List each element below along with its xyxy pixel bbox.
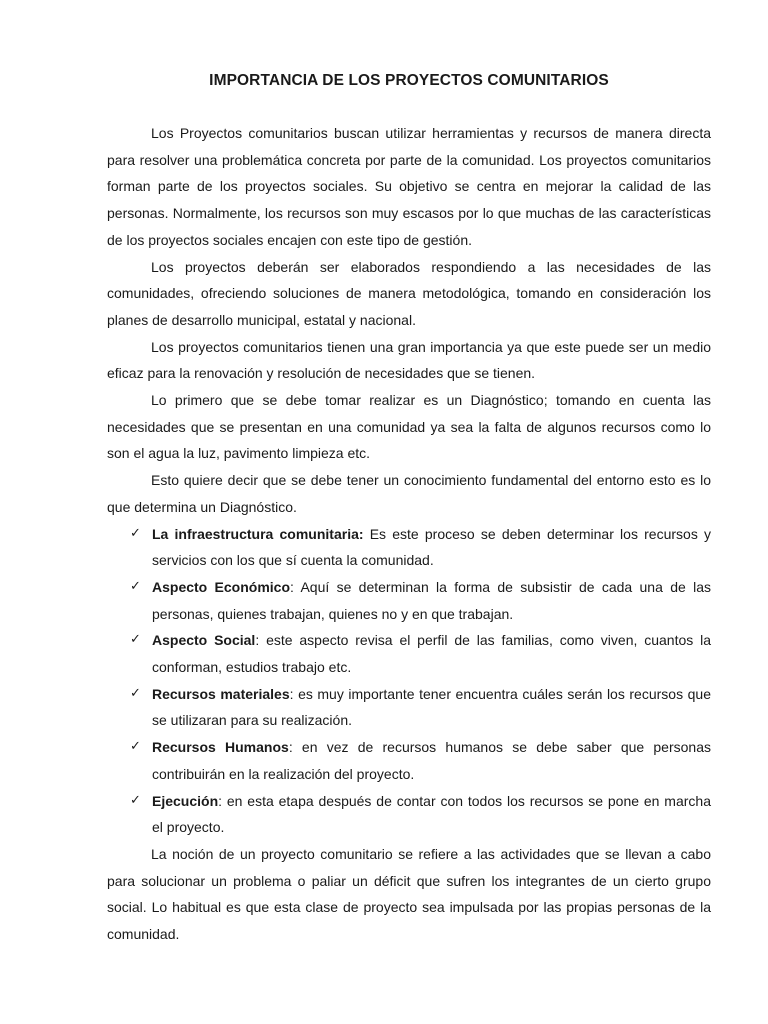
checklist-text: : en esta etapa después de contar con todos los recursos se pone en marcha el proyecto.	[152, 792, 711, 836]
paragraph-knowledge: Esto quiere decir que se debe tener un conocimiento fundamental del entorno esto es lo que determina un Diagnóstico.	[107, 472, 711, 515]
paragraph-elaboration: Los proyectos deberán ser elaborados respondiendo a las necesidades de las comunidades, ofreciendo soluciones de manera metodológica, tomando en consideración los planes de desarrollo municipal, estatal y nacional.	[107, 258, 711, 328]
paragraph-closing: La noción de un proyecto comunitario se refiere a las actividades que se llevan a cabo para solucionar un problema o paliar un déficit que sufren los integrantes de un cierto grupo social. Lo habitual es que esta clase de proyecto sea impulsada por las propias personas de la comunidad.	[107, 845, 711, 943]
checklist-item	[107, 788, 711, 841]
diagnostic-checklist	[107, 521, 711, 841]
checkmark-icon: ✓	[130, 632, 141, 648]
paragraph-diagnostic: Lo primero que se debe tomar realizar es un Diagnóstico; tomando en cuenta las necesidades que se presentan en una comunidad ya sea la falta de algunos recursos como lo son el agua la luz, pavimento limpieza etc.	[107, 392, 711, 462]
checklist-text: : es muy importante tener encuentra cuáles serán los recursos que se utilizaran para su realización.	[152, 685, 711, 729]
checklist-term: La infraestructura comunitaria:	[152, 525, 364, 542]
checklist-text: : Aquí se determinan la forma de subsistir de cada una de las personas, quienes trabajan, quienes no y en que trabajan.	[152, 578, 711, 622]
paragraph-importance: Los proyectos comunitarios tienen una gran importancia ya que este puede ser un medio eficaz para la renovación y resolución de necesidades que se tienen.	[107, 338, 711, 382]
checklist-term: Aspecto Social	[152, 632, 256, 649]
document-page	[107, 72, 711, 948]
checkmark-icon: ✓	[130, 739, 141, 755]
checklist-text: Es este proceso se deben determinar los recursos y servicios con los que sí cuenta la comunidad.	[152, 525, 712, 569]
checkmark-icon: ✓	[130, 685, 141, 701]
checklist-item	[107, 521, 711, 574]
checklist-term: Aspecto Económico	[152, 578, 291, 595]
document-title: IMPORTANCIA DE LOS PROYECTOS COMUNITARIOS	[209, 72, 609, 89]
checklist-text: : este aspecto revisa el perfil de las familias, como viven, cuantos la conforman, estudios trabajo etc.	[152, 632, 711, 676]
checkmark-icon: ✓	[130, 578, 141, 594]
checkmark-icon: ✓	[130, 525, 141, 541]
checkmark-icon: ✓	[130, 792, 141, 808]
checklist-item	[107, 574, 711, 627]
checklist-term: Ejecución	[152, 792, 219, 809]
checklist-term: Recursos Humanos	[152, 739, 289, 756]
checklist-text: : en vez de recursos humanos se debe saber que personas contribuirán en la realización del proyecto.	[152, 739, 711, 782]
checklist-item	[107, 734, 711, 787]
checklist-term: Recursos materiales	[152, 685, 290, 702]
checklist-item	[107, 681, 711, 734]
paragraph-intro: Los Proyectos comunitarios buscan utilizar herramientas y recursos de manera directa para resolver una problemática concreta por parte de la comunidad. Los proyectos comunitarios forman parte de los proyectos sociales. Su objetivo se centra en mejorar la calidad de las personas. Normalmente, los recursos son muy escasos por lo que muchas de las características de los proyectos sociales encajen con este tipo de gestión.	[107, 125, 711, 248]
checklist-item	[107, 627, 711, 680]
